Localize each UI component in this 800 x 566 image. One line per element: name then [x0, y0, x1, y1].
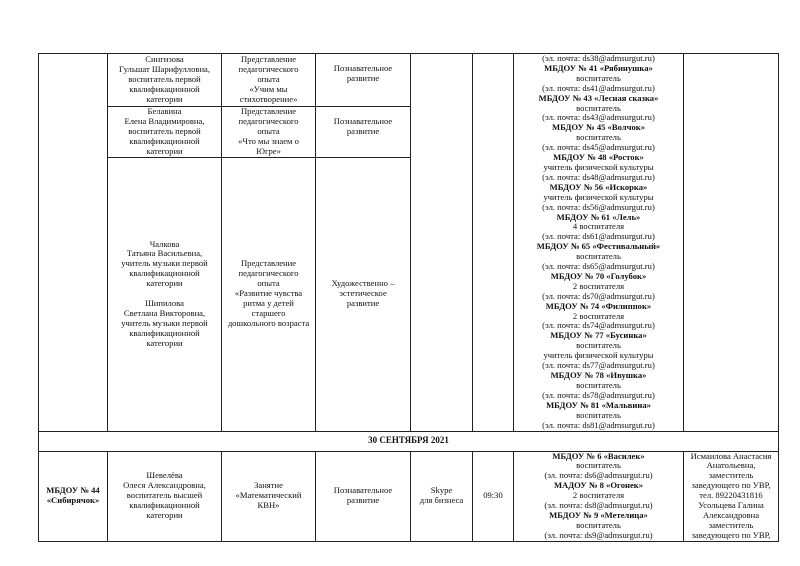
institution-name: МБДОУ № 78 «Ивушка»	[550, 370, 647, 380]
text-line: КВН»	[257, 500, 280, 511]
participant-detail: (эл. почта: ds6@admsurgut.ru)	[544, 470, 653, 481]
participant-detail: учитель физической культуры	[543, 350, 654, 361]
participant-detail: (эл. почта: ds61@admsurgut.ru)	[542, 231, 655, 242]
text-line: «Математический	[235, 490, 302, 501]
teacher-cell	[108, 157, 222, 431]
text-line: Гульшат Шарифулловна,	[118, 64, 211, 75]
text-line: «Учим мы	[249, 83, 288, 94]
text-line: эстетическое	[339, 288, 387, 299]
area-cell	[316, 107, 411, 158]
text-line: квалификационной	[129, 500, 200, 511]
form-cell	[222, 157, 316, 431]
text-line: МБДОУ № 44	[46, 485, 100, 496]
org-cell	[39, 54, 108, 432]
text-line: учитель музыки первой	[121, 317, 208, 328]
text-line: воспитатель высшей	[126, 490, 203, 501]
institution-name: МБДОУ № 9 «Метелица»	[549, 509, 648, 520]
participants-cell	[514, 451, 684, 541]
text-line: Чалкова	[149, 238, 180, 249]
institution-name: МБДОУ № 77 «Бусинка»	[550, 330, 647, 341]
time-cell: 09:30	[473, 451, 514, 541]
area-cell	[316, 157, 411, 431]
text-line: дошкольного возраста	[227, 317, 310, 328]
institution-name: МБДОУ № 45 «Волчок»	[552, 122, 645, 133]
participant-detail: воспитатель	[576, 379, 621, 390]
text-line: Александровна	[702, 509, 760, 520]
institution-name: МБДОУ № 48 «Росток»	[553, 152, 644, 163]
institution-name: МБДОУ № 61 «Лель»	[556, 211, 641, 222]
participant-detail: воспитатель	[576, 460, 621, 471]
participant-detail: (эл. почта: ds74@admsurgut.ru)	[542, 320, 655, 331]
text-line: Представление	[240, 54, 297, 65]
participant-detail: (эл. почта: ds9@admsurgut.ru)	[544, 529, 653, 540]
text-line: развитие	[346, 297, 380, 308]
text-line: опыта	[257, 278, 280, 289]
responsible-cell	[684, 451, 779, 541]
participant-detail: 2 воспитателя	[572, 280, 625, 291]
participant-detail: (эл. почта: ds38@admsurgut.ru)	[542, 53, 655, 63]
text-line: развитие	[346, 72, 380, 83]
institution-name: МБДОУ № 70 «Голубок»	[550, 270, 647, 281]
time-cell	[473, 54, 514, 432]
institution-name: МБДОУ № 74 «Филиппок»	[545, 300, 652, 311]
participants-cell	[514, 54, 684, 432]
institution-name: МБДОУ № 65 «Фестивальный»	[536, 241, 661, 252]
text-line: развитие	[346, 125, 380, 136]
text-line: категории	[146, 145, 183, 156]
institution-name: МБДОУ № 6 «Василек»	[552, 451, 645, 461]
text-line: Татьяна Васильевна,	[126, 248, 203, 259]
text-line: опыта	[257, 125, 280, 136]
text-line: Познавательное	[333, 63, 393, 73]
text-line: Познавательное	[333, 116, 393, 126]
text-line: Художественно –	[331, 278, 395, 289]
text-line: заведующего по УВР,	[691, 480, 771, 491]
teacher-cell	[108, 107, 222, 158]
participant-detail: воспитатель	[576, 340, 621, 351]
institution-name: МБДОУ № 43 «Лесная сказка»	[538, 92, 659, 103]
participant-detail: (эл. почта: ds81@admsurgut.ru)	[542, 419, 655, 430]
form-cell	[222, 451, 316, 541]
platform-cell	[411, 451, 473, 541]
text-line: педагогического	[238, 115, 299, 126]
participant-detail: (эл. почта: ds78@admsurgut.ru)	[542, 389, 655, 400]
text-line: Шипилова	[145, 297, 184, 308]
text-line: квалификационной	[129, 135, 200, 146]
participant-detail: воспитатель	[576, 251, 621, 262]
date-heading: 30 СЕНТЯБРЯ 2021	[39, 431, 779, 451]
text-line: воспитатель первой	[128, 74, 201, 85]
org-cell	[39, 451, 108, 541]
text-line: заведующего по УВР,	[691, 529, 771, 540]
text-line: Познавательное	[333, 485, 393, 496]
text-line: Олеся Александровна,	[123, 480, 206, 491]
text-line: развитие	[346, 495, 380, 506]
participant-detail: (эл. почта: ds70@admsurgut.ru)	[542, 290, 655, 301]
schedule-table	[38, 53, 779, 542]
participant-detail: (эл. почта: ds77@admsurgut.ru)	[542, 360, 655, 371]
text-line: для бизнеса	[419, 495, 464, 506]
teacher-cell	[108, 451, 222, 541]
text-line: стихотворение»	[239, 93, 298, 104]
text-line: учитель музыки первой	[121, 258, 208, 269]
participant-detail: (эл. почта: ds56@admsurgut.ru)	[542, 201, 655, 212]
table-row	[39, 451, 779, 541]
text-line: Белавина	[147, 106, 182, 116]
participant-detail: (эл. почта: ds45@admsurgut.ru)	[542, 142, 655, 153]
text-line: ритма у детей	[243, 297, 294, 308]
form-cell	[222, 107, 316, 158]
responsible-cell	[684, 54, 779, 432]
participant-detail: 4 воспитателя	[572, 221, 625, 232]
participant-detail: учитель физической культуры	[543, 161, 654, 172]
text-line: Сингизова	[145, 54, 184, 65]
text-line: Представление	[240, 258, 297, 269]
participant-detail: воспитатель	[576, 102, 621, 113]
participant-detail: учитель физической культуры	[543, 191, 654, 202]
text-line: категории	[146, 337, 183, 348]
participant-detail: (эл. почта: ds43@admsurgut.ru)	[542, 112, 655, 123]
participant-detail: 2 воспитателя	[572, 490, 625, 501]
text-line: Елена Владимировна,	[124, 115, 205, 126]
institution-name: МБДОУ № 41 «Рябинушка»	[544, 62, 653, 73]
form-cell	[222, 54, 316, 107]
area-cell	[316, 54, 411, 107]
teacher-2	[110, 299, 219, 349]
text-line: заместитель	[708, 470, 754, 481]
participant-detail: воспитатель	[576, 409, 621, 420]
text-line: старшего	[251, 307, 286, 318]
teacher-cell	[108, 54, 222, 107]
text-line: Светлана Викторовна,	[123, 307, 206, 318]
text-line: педагогического	[238, 64, 299, 75]
participant-detail: (эл. почта: ds65@admsurgut.ru)	[542, 261, 655, 272]
text-line: квалификационной	[129, 83, 200, 94]
participant-detail: 2 воспитателя	[572, 310, 625, 321]
text-line: тел. 89220431816	[699, 490, 763, 501]
text-line: Югре»	[256, 145, 281, 156]
text-line: категории	[146, 278, 183, 289]
text-line: педагогического	[238, 268, 299, 279]
participant-detail: (эл. почта: ds8@admsurgut.ru)	[544, 500, 653, 511]
text-line: категории	[146, 93, 183, 104]
text-line: Усольцева Галина	[698, 500, 764, 511]
text-line: воспитатель первой	[128, 125, 201, 136]
text-line: Skype	[430, 485, 453, 496]
table-row	[39, 54, 779, 107]
text-line: «Развитие чувства	[234, 288, 303, 299]
text-line: Шевелёва	[146, 470, 183, 481]
text-line: Представление	[240, 106, 297, 116]
area-cell	[316, 451, 411, 541]
teacher-1	[110, 240, 219, 290]
participant-detail: воспитатель	[576, 72, 621, 83]
participant-detail: (эл. почта: ds48@admsurgut.ru)	[542, 171, 655, 182]
participant-detail: воспитатель	[576, 519, 621, 530]
platform-cell	[411, 54, 473, 432]
text-line: Исмаилова Анастасия	[690, 451, 772, 461]
text-line: Анатольевна,	[706, 460, 756, 471]
text-line: заместитель	[708, 519, 754, 530]
text-line: «Что мы знаем о	[238, 135, 299, 146]
text-line: квалификационной	[129, 268, 200, 279]
text-line: «Сибирячок»	[46, 495, 100, 506]
participant-detail: воспитатель	[576, 132, 621, 143]
text-line: Занятие	[254, 480, 283, 491]
institution-name: МАДОУ № 8 «Огонек»	[553, 480, 644, 491]
text-line: категории	[146, 509, 183, 520]
institution-name: МБДОУ № 56 «Искорка»	[549, 181, 648, 192]
participant-detail: (эл. почта: ds41@admsurgut.ru)	[542, 82, 655, 93]
institution-name: МБДОУ № 81 «Мальвина»	[546, 399, 651, 410]
date-row	[39, 431, 779, 451]
text-line: опыта	[257, 74, 280, 85]
text-line: квалификационной	[129, 327, 200, 338]
